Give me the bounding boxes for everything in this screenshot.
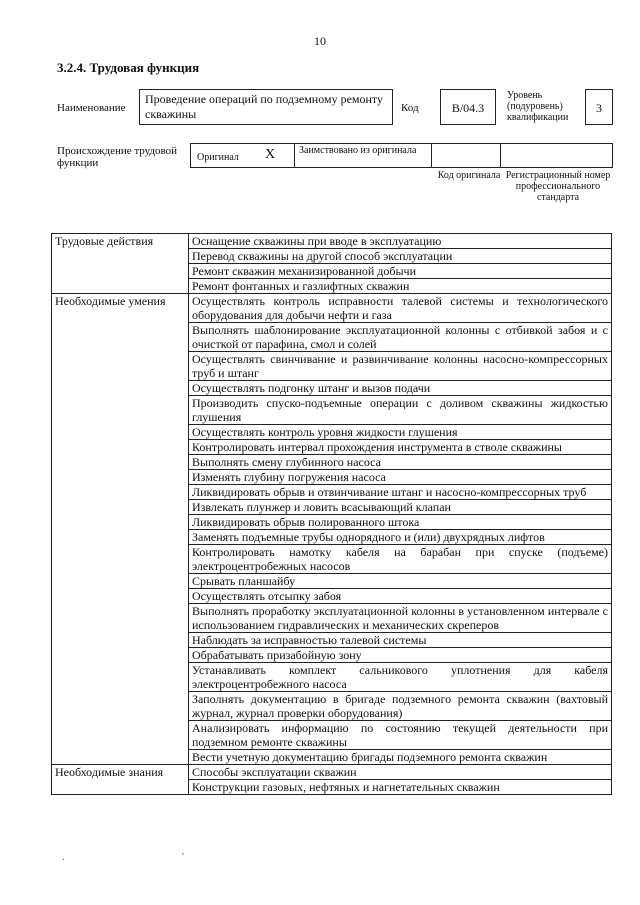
item-cell: Выполнять шаблонирование эксплуатационной колонны с отбивкой забоя и с очисткой от парафина, смол и солей [189,323,612,352]
item-cell: Устанавливать комплект сальникового уплотнения для кабеля электроцентробежного насоса [189,663,612,692]
item-cell: Оснащение скважины при вводе в эксплуатацию [189,234,612,249]
origin-row [190,143,613,168]
item-cell: Изменять глубину погружения насоса [189,470,612,485]
original-mark: X [265,147,276,162]
scan-mark: . ' [62,852,184,863]
code-value: B/04.3 [440,89,496,125]
item-cell: Ремонт скважин механизированной добычи [189,264,612,279]
level-value: 3 [585,89,613,125]
item-cell: Обрабатывать призабойную зону [189,648,612,663]
item-cell: Контролировать намотку кабеля на барабан при спуске (подъеме) электроцентробежных насосов [189,545,612,574]
level-label: Уровень (подуровень) квалификации [507,90,569,123]
page-number: 10 [314,34,326,48]
item-cell: Наблюдать за исправностью талевой системы [189,633,612,648]
borrowed-label: Заимствовано из оригинала [299,145,417,156]
category-cell: Необходимые знания [52,765,189,795]
item-cell: Конструкции газовых, нефтяных и нагнетательных скважин [189,780,612,795]
item-cell: Ликвидировать обрыв полированного штока [189,515,612,530]
item-cell: Извлекать плунжер и ловить всасывающий клапан [189,500,612,515]
name-label: Наименование [57,102,126,114]
code-label: Код [401,102,419,114]
category-cell: Трудовые действия [52,234,189,294]
original-label: Оригинал [197,152,239,163]
item-cell: Осуществлять отсыпку забоя [189,589,612,604]
item-cell: Способы эксплуатации скважин [189,765,612,780]
item-cell: Выполнять проработку эксплуатационной колонны в установленном интервале с использованием гидравлических и механических скреперов [189,604,612,633]
item-cell: Выполнять смену глубинного насоса [189,455,612,470]
divider [500,144,501,167]
reg-number-caption: Регистрационный номер профессионального стандарта [505,170,611,203]
competency-table [51,233,612,795]
item-cell: Вести учетную документацию бригады подземного ремонта скважин [189,750,612,765]
item-cell: Осуществлять контроль уровня жидкости глушения [189,425,612,440]
table-row [52,234,612,249]
origin-label: Происхождение трудовой функции [57,145,178,169]
item-cell: Ликвидировать обрыв и отвинчивание штанг и насосно-компрессорных труб [189,485,612,500]
item-cell: Анализировать информацию по состоянию текущей деятельности при подземном ремонте скважины [189,721,612,750]
item-cell: Контролировать интервал прохождения инструмента в стволе скважины [189,440,612,455]
name-value: Проведение операций по подземному ремонту скважины [139,89,393,125]
item-cell: Срывать планшайбу [189,574,612,589]
item-cell: Осуществлять контроль исправности талевой системы и технологического оборудования для добычи нефти и газа [189,294,612,323]
table-row [52,294,612,323]
item-cell: Осуществлять подгонку штанг и вызов подачи [189,381,612,396]
item-cell: Производить спуско-подъемные операции с доливом скважины жидкостью глушения [189,396,612,425]
section-title: 3.2.4. Трудовая функция [57,60,200,75]
item-cell: Ремонт фонтанных и газлифтных скважин [189,279,612,294]
item-cell: Осуществлять свинчивание и развинчивание колонны насосно-компрессорных труб и штанг [189,352,612,381]
divider [294,144,295,167]
code-original-caption: Код оригинала [437,170,501,181]
category-cell: Необходимые умения [52,294,189,765]
divider [431,144,432,167]
item-cell: Перевод скважины на другой способ эксплуатации [189,249,612,264]
item-cell: Заполнять документацию в бригаде подземного ремонта скважин (вахтовый журнал, журнал проверки оборудования) [189,692,612,721]
item-cell: Заменять подъемные трубы однорядного и (или) двухрядных лифтов [189,530,612,545]
table-row [52,765,612,780]
